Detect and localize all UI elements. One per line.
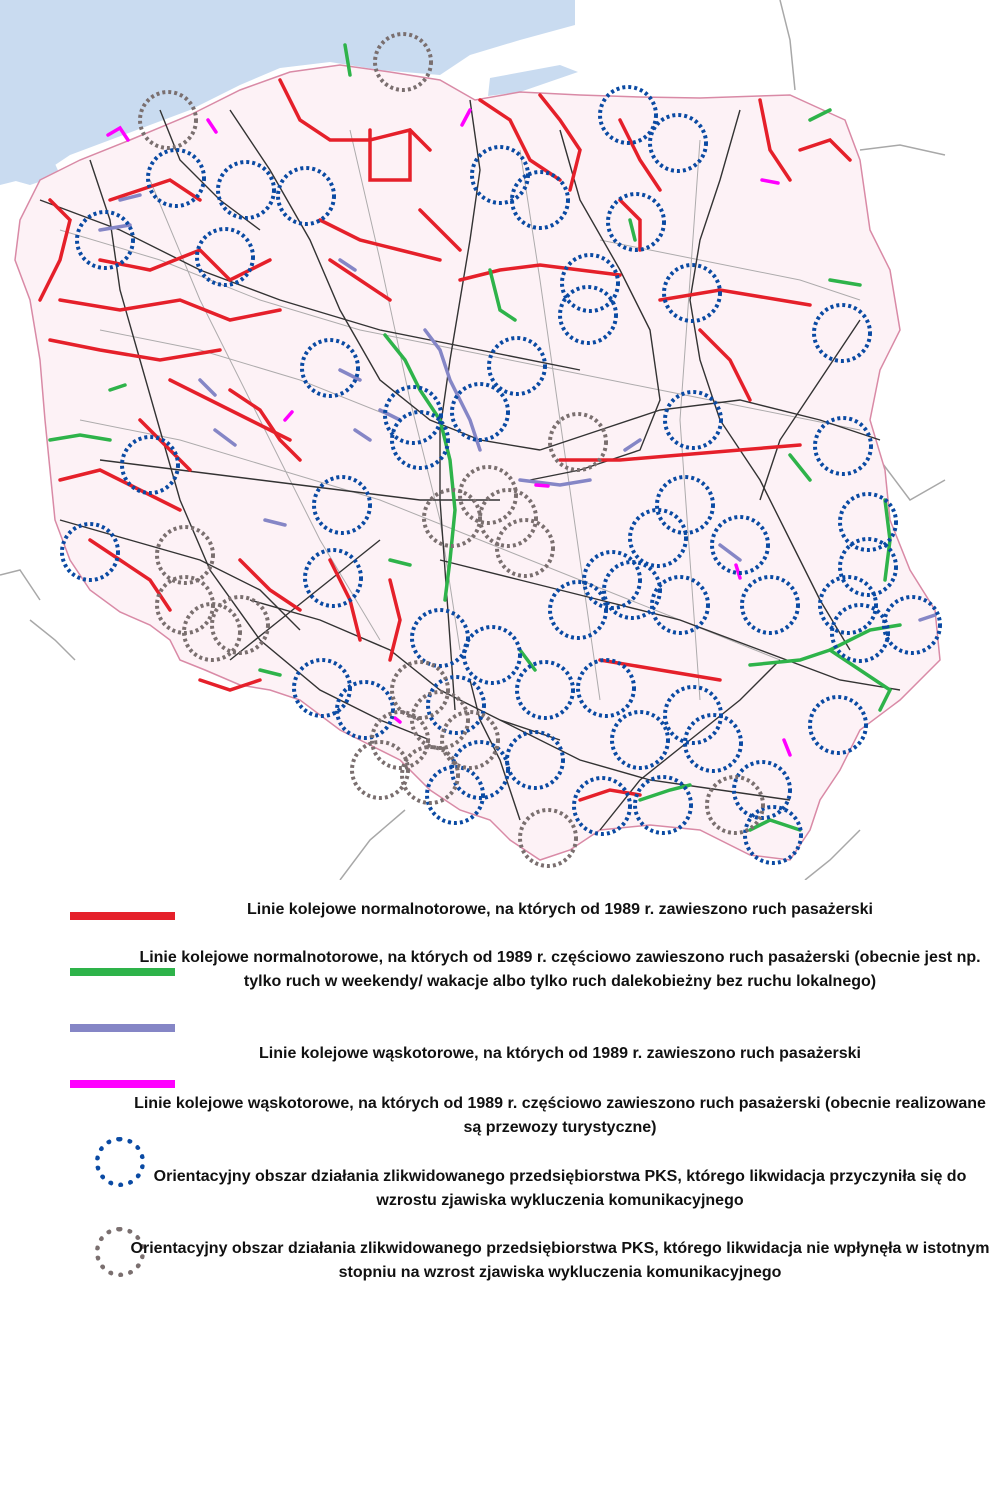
- legend-item-narrow-partial: [60, 1080, 986, 1140]
- legend-label: Linie kolejowe normalnotorowe, na których od 1989 r. częściowo zawieszono ruch pasażerski (obecnie jest np. tylko ruch w weekendy/ wakacje albo tylko ruch dalekobieżny bez ruchu lokalnego): [139, 949, 981, 990]
- legend-swatch-magenta-line: [70, 1080, 175, 1088]
- legend-item-partial: [60, 942, 980, 1022]
- legend-item-pks-gray: [60, 1225, 990, 1305]
- legend-item-suspended: [60, 890, 980, 940]
- legend-label: Linie kolejowe normalnotorowe, na których od 1989 r. zawieszono ruch pasażerski: [247, 901, 873, 918]
- legend-label: Linie kolejowe wąskotorowe, na których od 1989 r. zawieszono ruch pasażerski: [259, 1045, 861, 1062]
- legend-label: Orientacyjny obszar działania zlikwidowanego przedsiębiorstwa PKS, którego likwidacja nie wpłynęła w istotnym stopniu na wzrost zjawiska wykluczenia komunikacyjnego: [130, 1240, 990, 1281]
- legend-label: Linie kolejowe wąskotorowe, na których od 1989 r. częściowo zawieszono ruch pasażerski (obecnie realizowane są przewozy turystyczne): [134, 1095, 986, 1136]
- legend-item-pks-blue: [60, 1135, 980, 1215]
- legend-item-narrow-suspended: [60, 1022, 980, 1072]
- legend-label: Orientacyjny obszar działania zlikwidowanego przedsiębiorstwa PKS, którego likwidacja przyczyniła się do wzrostu zjawiska wykluczenia komunikacyjnego: [153, 1168, 967, 1209]
- legend-swatch-purple-line: [70, 1024, 175, 1032]
